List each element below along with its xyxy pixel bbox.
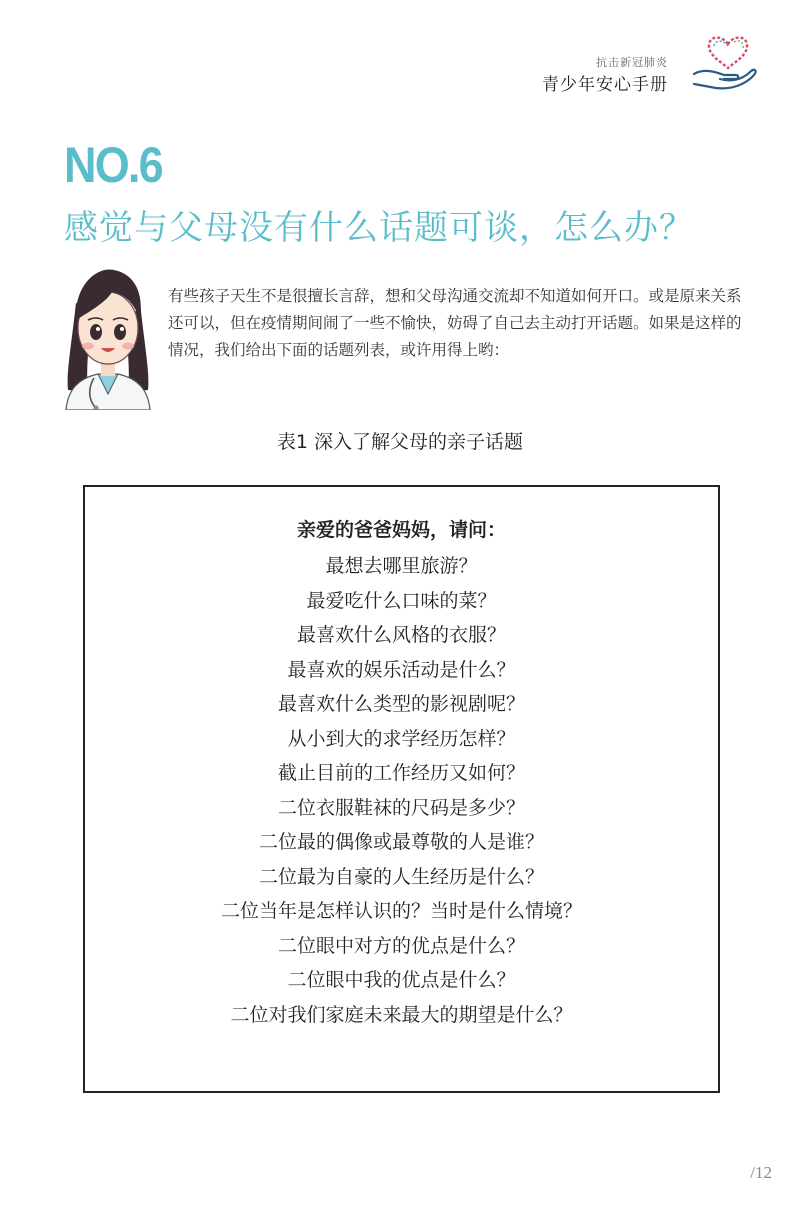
question-item: 二位最的偶像或最尊敬的人是谁？ — [258, 831, 544, 853]
section-number: NO.6 — [64, 137, 162, 193]
question-item: 二位当年是怎样认识的？当时是什么情境？ — [220, 900, 582, 922]
header-subtitle: 抗击新冠肺炎 — [596, 56, 668, 69]
question-item: 二位衣服鞋袜的尺码是多少？ — [277, 796, 525, 819]
table-caption: 表1 深入了解父母的亲子话题 — [276, 431, 524, 453]
intro-paragraph: 有些孩子天生不是很擅长言辞，想和父母沟通交流却不知道如何开口。或是原来关系还可以，但在疫情期间闹了一些不愉快，妨碍了自己去主动打开话题。如果是这样的情况，我们给出下面的话题列表，或许用得上哟： — [168, 287, 742, 359]
question-item: 最喜欢什么类型的影视剧呢？ — [277, 693, 525, 715]
doctor-avatar — [58, 262, 158, 410]
heart-in-hand-icon — [676, 22, 766, 92]
question-item: 二位最为自豪的人生经历是什么？ — [258, 865, 544, 888]
section-title: 感觉与父母没有什么话题可谈，怎么办？ — [64, 208, 694, 248]
question-list — [85, 549, 718, 1032]
question-item: 二位眼中我的优点是什么？ — [287, 969, 516, 991]
question-item: 最喜欢什么风格的衣服？ — [296, 624, 506, 646]
question-item: 从小到大的求学经历怎样？ — [287, 727, 516, 750]
question-item: 最想去哪里旅游？ — [325, 555, 478, 577]
question-item: 二位眼中对方的优点是什么？ — [277, 934, 525, 957]
question-box — [83, 485, 720, 1093]
question-item: 最爱吃什么口味的菜？ — [306, 589, 497, 612]
page-number: /12 — [750, 1163, 772, 1182]
page-header — [506, 22, 766, 95]
question-box-heading: 亲爱的爸爸妈妈，请问： — [296, 519, 506, 541]
question-item: 最喜欢的娱乐活动是什么？ — [287, 658, 516, 681]
header-title: 青少年安心手册 — [542, 75, 668, 95]
question-item: 截止目前的工作经历又如何？ — [277, 762, 525, 784]
question-item: 二位对我们家庭未来最大的期望是什么？ — [230, 1003, 573, 1026]
